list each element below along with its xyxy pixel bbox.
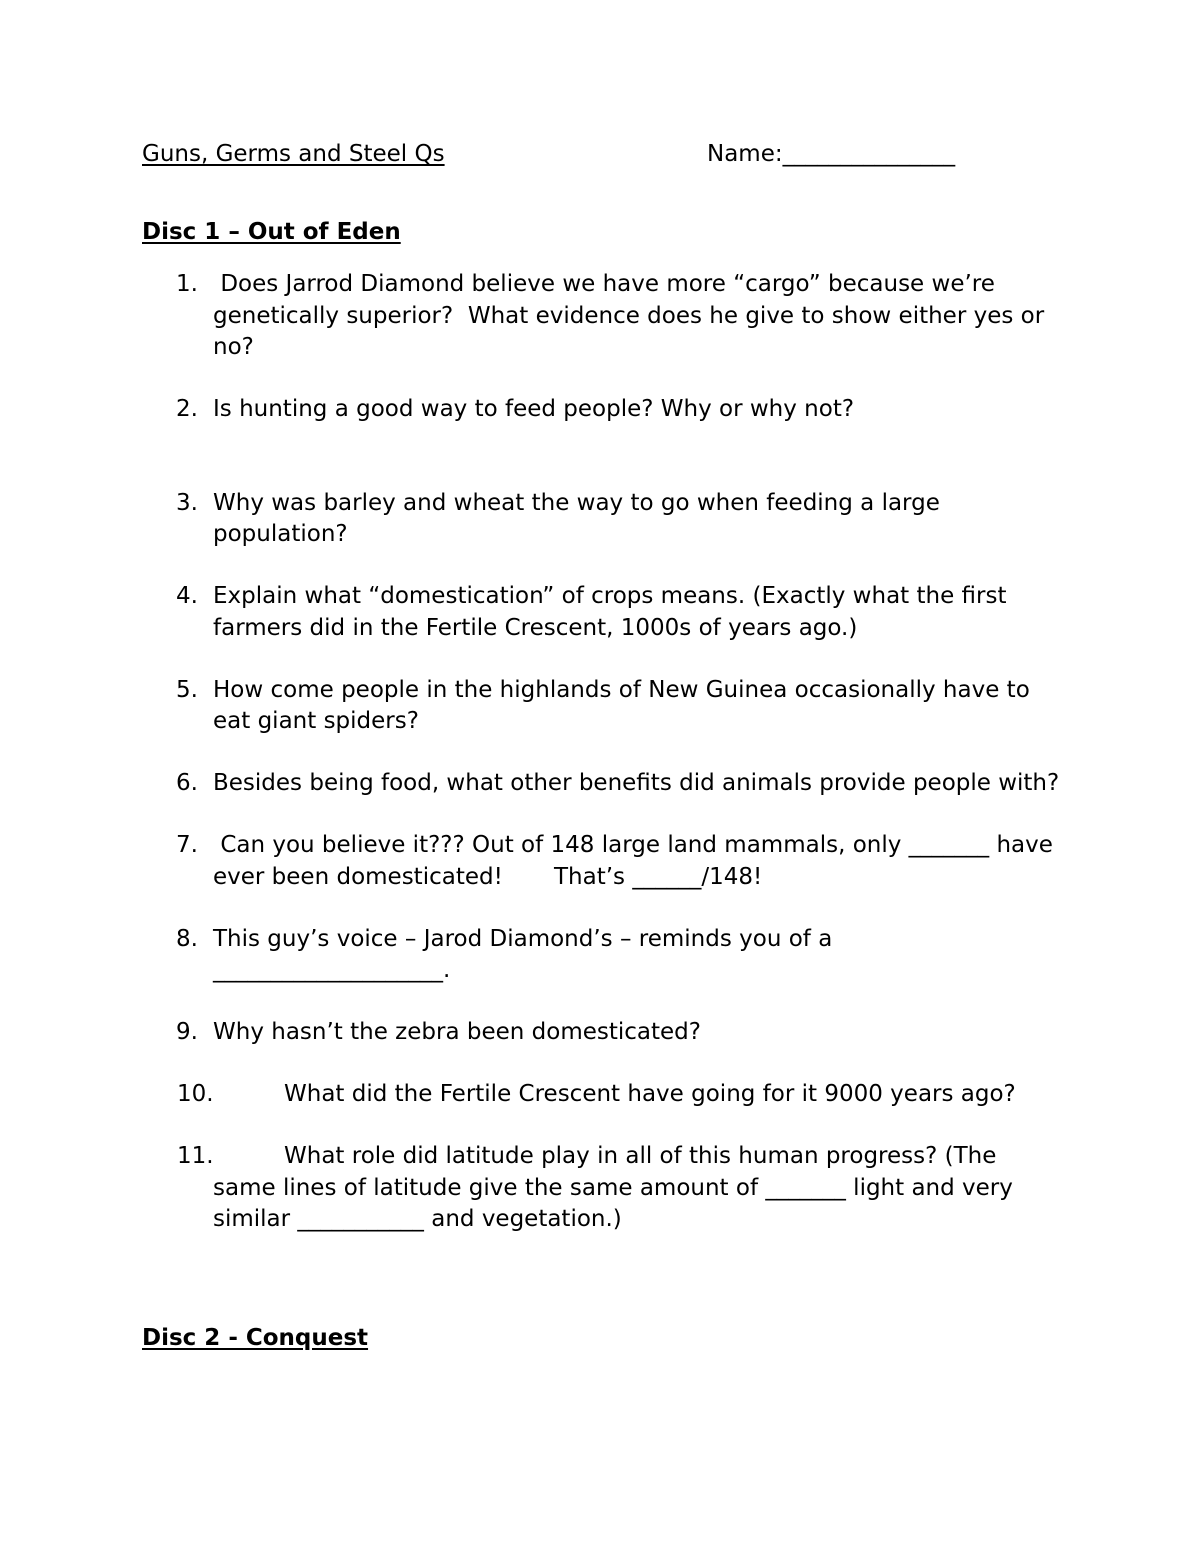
question-item xyxy=(142,675,1062,738)
question-number: 6. xyxy=(176,770,198,796)
question-text: Can you believe it??? Out of 148 large land mammals, only _______ have ever been domesticated! That’s ______/148! xyxy=(213,832,1061,890)
question-text: Besides being food, what other benefits did animals provide people with? xyxy=(213,770,1060,796)
worksheet-title: Guns, Germs and Steel Qs xyxy=(142,141,445,167)
question-number: 10. xyxy=(177,1081,214,1107)
question-number: 4. xyxy=(176,583,198,609)
question-item xyxy=(142,768,1062,800)
question-number: 3. xyxy=(176,489,198,516)
question-number: 11. xyxy=(177,1143,214,1169)
question-item xyxy=(142,830,1062,893)
section-heading-disc-2: Disc 2 - Conquest xyxy=(142,1325,369,1351)
question-item xyxy=(142,924,1062,987)
question-number: 7. xyxy=(176,832,198,858)
question-text: Explain what “domestication” of crops means. (Exactly what the first farmers did in the Fertile Crescent, 1000s of years ago.) xyxy=(213,583,1007,641)
question-text: Does Jarrod Diamond believe we have more “cargo” because we’re genetically superior? What evidence does he give to show either yes or no? xyxy=(213,271,1052,360)
section-heading-disc-1: Disc 1 – Out of Eden xyxy=(142,219,401,245)
question-text: What did the Fertile Crescent have going for it 9000 years ago? xyxy=(284,1081,1016,1107)
question-text: Is hunting a good way to feed people? Why or why not? xyxy=(213,396,855,422)
question-text: This guy’s voice – Jarod Diamond’s – reminds you of a ____________________. xyxy=(213,925,833,983)
name-field-label: Name:_______________ xyxy=(707,141,956,167)
question-item xyxy=(142,269,1062,364)
question-item xyxy=(142,1017,1062,1049)
question-text: What role did latitude play in all of this human progress? (The same lines of latitude give the same amount of _______ light and very similar ___________ and vegetation.) xyxy=(213,1143,1013,1232)
question-number: 2. xyxy=(176,396,198,422)
question-list xyxy=(142,269,1062,1266)
question-number: 5. xyxy=(176,676,198,703)
question-item xyxy=(142,394,1062,426)
question-number: 1. xyxy=(176,271,198,297)
question-item xyxy=(142,488,1062,551)
question-text: Why hasn’t the zebra been domesticated? xyxy=(213,1019,701,1045)
question-number: 9. xyxy=(176,1019,198,1045)
question-item xyxy=(142,581,1062,644)
question-text: How come people in the highlands of New Guinea occasionally have to eat giant spiders? xyxy=(213,676,1030,734)
question-item xyxy=(142,1141,1062,1236)
question-text: Why was barley and wheat the way to go when feeding a large population? xyxy=(213,489,940,547)
question-number: 8. xyxy=(176,925,198,952)
question-item xyxy=(142,1079,1062,1111)
